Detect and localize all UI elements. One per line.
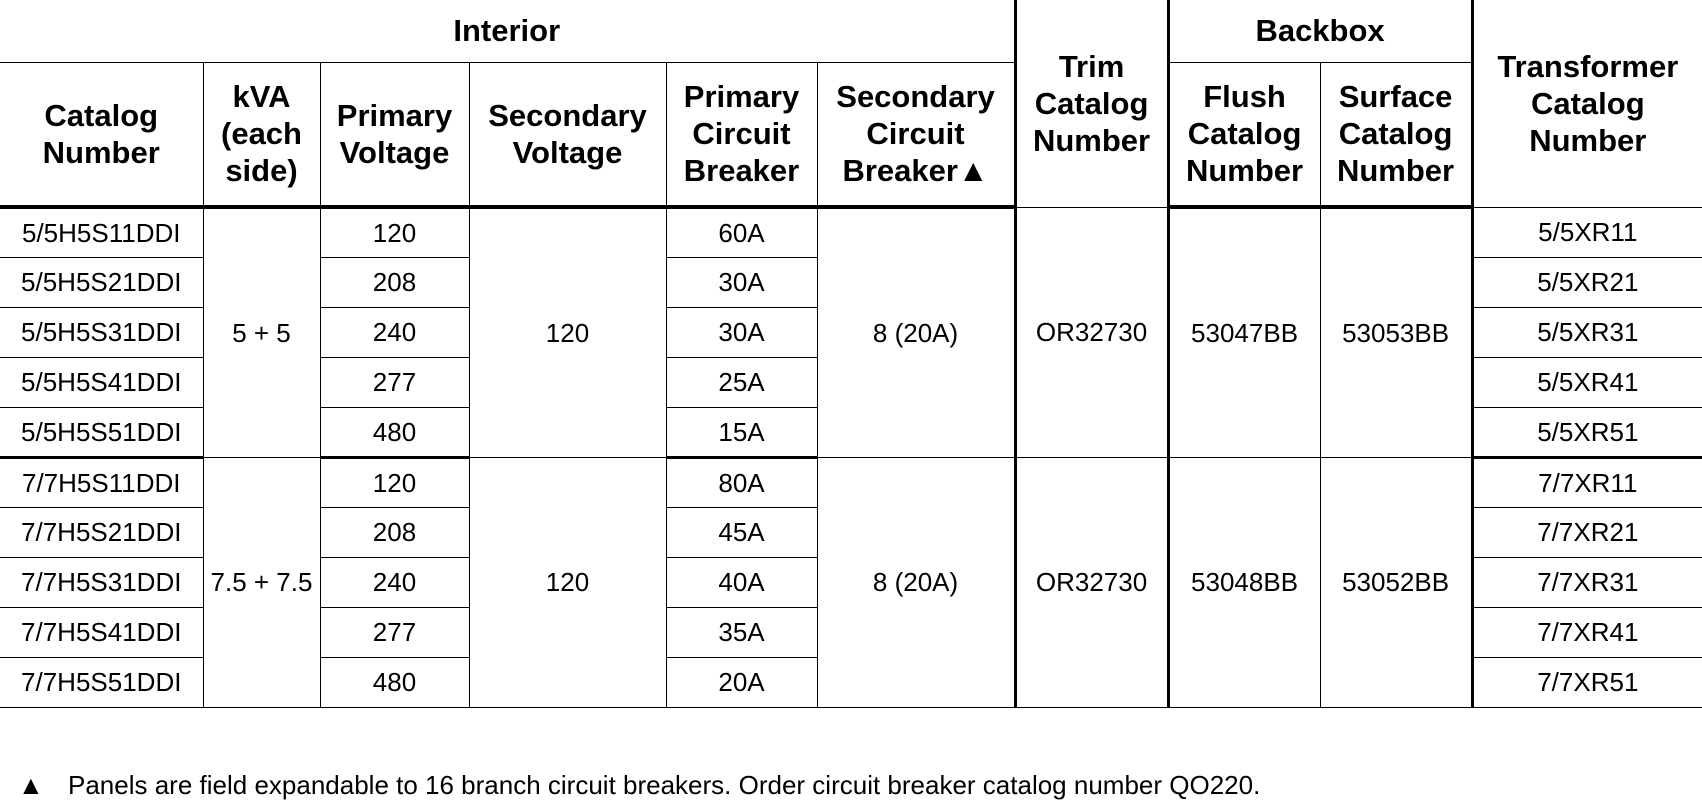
secondary-voltage-cell: 120 xyxy=(469,207,666,457)
catalog-number-cell: 7/7H5S51DDI xyxy=(0,657,203,707)
secondary-breaker-cell: 8 (20A) xyxy=(817,457,1015,707)
kva-header: kVA (each side) xyxy=(203,62,320,207)
secondary-breaker-cell: 8 (20A) xyxy=(817,207,1015,457)
primary-voltage-cell: 208 xyxy=(320,507,469,557)
primary-voltage-cell: 277 xyxy=(320,607,469,657)
catalog-number-cell: 7/7H5S21DDI xyxy=(0,507,203,557)
flush-catalog-cell: 53048BB xyxy=(1168,457,1320,707)
catalog-number-header: Catalog Number xyxy=(0,62,203,207)
transformer-catalog-cell: 7/7XR11 xyxy=(1472,457,1702,507)
primary-voltage-cell: 480 xyxy=(320,407,469,457)
primary-breaker-cell: 40A xyxy=(666,557,817,607)
primary-voltage-cell: 120 xyxy=(320,457,469,507)
primary-voltage-cell: 480 xyxy=(320,657,469,707)
catalog-number-cell: 5/5H5S31DDI xyxy=(0,307,203,357)
transformer-catalog-cell: 7/7XR51 xyxy=(1472,657,1702,707)
transformer-catalog-cell: 7/7XR41 xyxy=(1472,607,1702,657)
primary-voltage-cell: 208 xyxy=(320,257,469,307)
transformer-catalog-cell: 7/7XR31 xyxy=(1472,557,1702,607)
primary-voltage-cell: 240 xyxy=(320,557,469,607)
surface-catalog-cell: 53052BB xyxy=(1320,457,1472,707)
surface-catalog-cell: 53053BB xyxy=(1320,207,1472,457)
surface-catalog-header: Surface Catalog Number xyxy=(1320,62,1472,207)
secondary-breaker-header: Secondary Circuit Breaker▲ xyxy=(817,62,1015,207)
transformer-catalog-cell: 5/5XR51 xyxy=(1472,407,1702,457)
primary-breaker-cell: 80A xyxy=(666,457,817,507)
catalog-number-cell: 7/7H5S41DDI xyxy=(0,607,203,657)
primary-breaker-cell: 25A xyxy=(666,357,817,407)
header-row-groups xyxy=(0,0,1702,62)
trim-catalog-cell: OR32730 xyxy=(1015,457,1168,707)
transformer-catalog-cell: 7/7XR21 xyxy=(1472,507,1702,557)
catalog-number-cell: 5/5H5S51DDI xyxy=(0,407,203,457)
transformer-catalog-cell: 5/5XR21 xyxy=(1472,257,1702,307)
primary-breaker-cell: 60A xyxy=(666,207,817,257)
catalog-number-cell: 5/5H5S11DDI xyxy=(0,207,203,257)
catalog-number-cell: 7/7H5S11DDI xyxy=(0,457,203,507)
trim-catalog-header: Trim Catalog Number xyxy=(1015,0,1168,207)
primary-breaker-header: Primary Circuit Breaker xyxy=(666,62,817,207)
secondary-voltage-header: Secondary Voltage xyxy=(469,62,666,207)
interior-group-header: Interior xyxy=(0,0,1015,62)
transformer-catalog-cell: 5/5XR11 xyxy=(1472,207,1702,257)
transformer-catalog-header: Transformer Catalog Number xyxy=(1472,0,1702,207)
transformer-catalog-cell: 5/5XR41 xyxy=(1472,357,1702,407)
catalog-number-cell: 7/7H5S31DDI xyxy=(0,557,203,607)
footnote-mark: ▲ xyxy=(18,770,44,800)
table-row xyxy=(0,207,1702,257)
footnote-text: Panels are field expandable to 16 branch circuit breakers. Order circuit breaker catalog number QO220. xyxy=(68,770,1261,800)
kva-cell: 5 + 5 xyxy=(203,207,320,457)
primary-voltage-cell: 277 xyxy=(320,357,469,407)
primary-breaker-cell: 35A xyxy=(666,607,817,657)
kva-cell: 7.5 + 7.5 xyxy=(203,457,320,707)
primary-breaker-cell: 30A xyxy=(666,307,817,357)
transformer-catalog-cell: 5/5XR31 xyxy=(1472,307,1702,357)
footnote xyxy=(18,770,1260,800)
backbox-group-header: Backbox xyxy=(1168,0,1472,62)
trim-catalog-cell: OR32730 xyxy=(1015,207,1168,457)
catalog-number-cell: 5/5H5S21DDI xyxy=(0,257,203,307)
primary-breaker-cell: 30A xyxy=(666,257,817,307)
primary-breaker-cell: 20A xyxy=(666,657,817,707)
flush-catalog-header: Flush Catalog Number xyxy=(1168,62,1320,207)
primary-voltage-cell: 240 xyxy=(320,307,469,357)
flush-catalog-cell: 53047BB xyxy=(1168,207,1320,457)
secondary-voltage-cell: 120 xyxy=(469,457,666,707)
primary-breaker-cell: 45A xyxy=(666,507,817,557)
primary-voltage-cell: 120 xyxy=(320,207,469,257)
header-row-columns xyxy=(0,62,1702,207)
catalog-number-cell: 5/5H5S41DDI xyxy=(0,357,203,407)
table-row xyxy=(0,457,1702,507)
primary-breaker-cell: 15A xyxy=(666,407,817,457)
primary-voltage-header: Primary Voltage xyxy=(320,62,469,207)
